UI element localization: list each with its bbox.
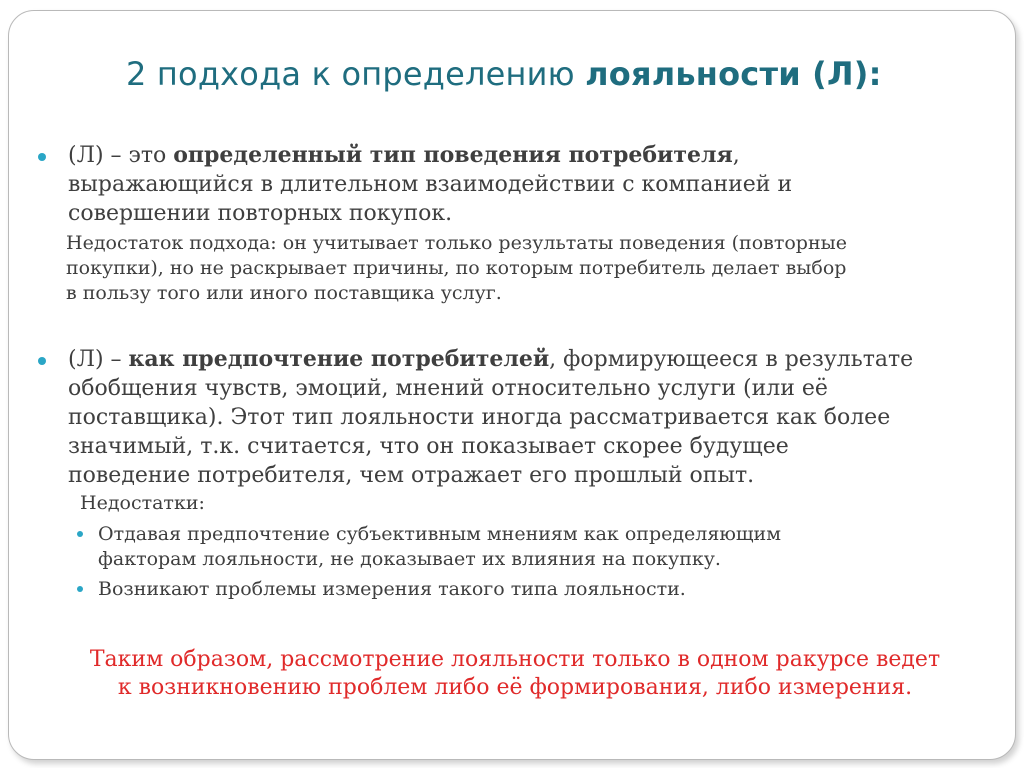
bullet2-rest: , формирующееся в результате	[549, 347, 914, 372]
sub-bullet-dot-icon	[77, 531, 83, 537]
title-bold: лояльности (Л):	[585, 55, 882, 93]
slide-title	[126, 52, 1006, 96]
bullet2-bold: как предпочтение потребителей	[128, 346, 550, 372]
sub-bullet-dot-icon	[77, 586, 83, 592]
drawbacks-heading: Недостатки:	[80, 492, 205, 514]
bullet-dot-icon	[38, 153, 46, 161]
drawback2-line1: Возникают проблемы измерения такого типа лояльности.	[98, 578, 686, 600]
bullet2-prefix: (Л) –	[68, 347, 129, 372]
bullet1-prefix: (Л) – это	[68, 143, 174, 168]
note1-line1: Недостаток подхода: он учитывает только результаты поведения (повторные	[66, 232, 848, 254]
conclusion-text	[30, 646, 1000, 702]
drawback1-line2: факторам лояльности, не доказывает их влияния на покупку.	[98, 548, 721, 570]
bullet2-line3: поставщика). Этот тип лояльности иногда рассматривается как более	[68, 405, 891, 430]
bullet-dot-icon	[38, 357, 46, 365]
bullet2-line2: обобщения чувств, эмоций, мнений относительно услуги (или её	[68, 376, 828, 401]
note1-line2: покупки), но не раскрывает причины, по которым потребитель делает выбор	[66, 257, 847, 279]
bullet-behavioral-approach	[68, 141, 988, 228]
conclusion-line1: Таким образом, рассмотрение лояльности только в одном ракурсе ведет	[89, 647, 941, 672]
bullet1-line1	[68, 141, 988, 170]
behavioral-drawback-note	[66, 231, 996, 306]
drawback-item	[98, 522, 978, 572]
title-regular: 2 подхода к определению	[126, 55, 586, 93]
bullet1-line2: выражающийся в длительном взаимодействии с компанией и	[68, 172, 793, 197]
bullet2-line4: значимый, т.к. считается, что он показывает скорее будущее	[68, 434, 789, 459]
bullet-preference-approach	[68, 345, 988, 490]
conclusion-line2: к возникновению проблем либо её формирования, либо измерения.	[117, 675, 913, 700]
drawback-item	[98, 577, 978, 602]
drawback1-line1: Отдавая предпочтение субъективным мнениям как определяющим	[98, 523, 781, 545]
bullet1-line3: совершении повторных покупок.	[68, 201, 453, 226]
bullet1-rest: ,	[732, 143, 740, 168]
bullet1-bold: определенный тип поведения потребителя	[173, 142, 733, 168]
bullet2-line5: поведение потребителя, чем отражает его прошлый опыт.	[68, 463, 755, 488]
note1-line3: в пользу того или иного поставщика услуг.	[66, 282, 502, 304]
bullet2-line1	[68, 345, 988, 374]
